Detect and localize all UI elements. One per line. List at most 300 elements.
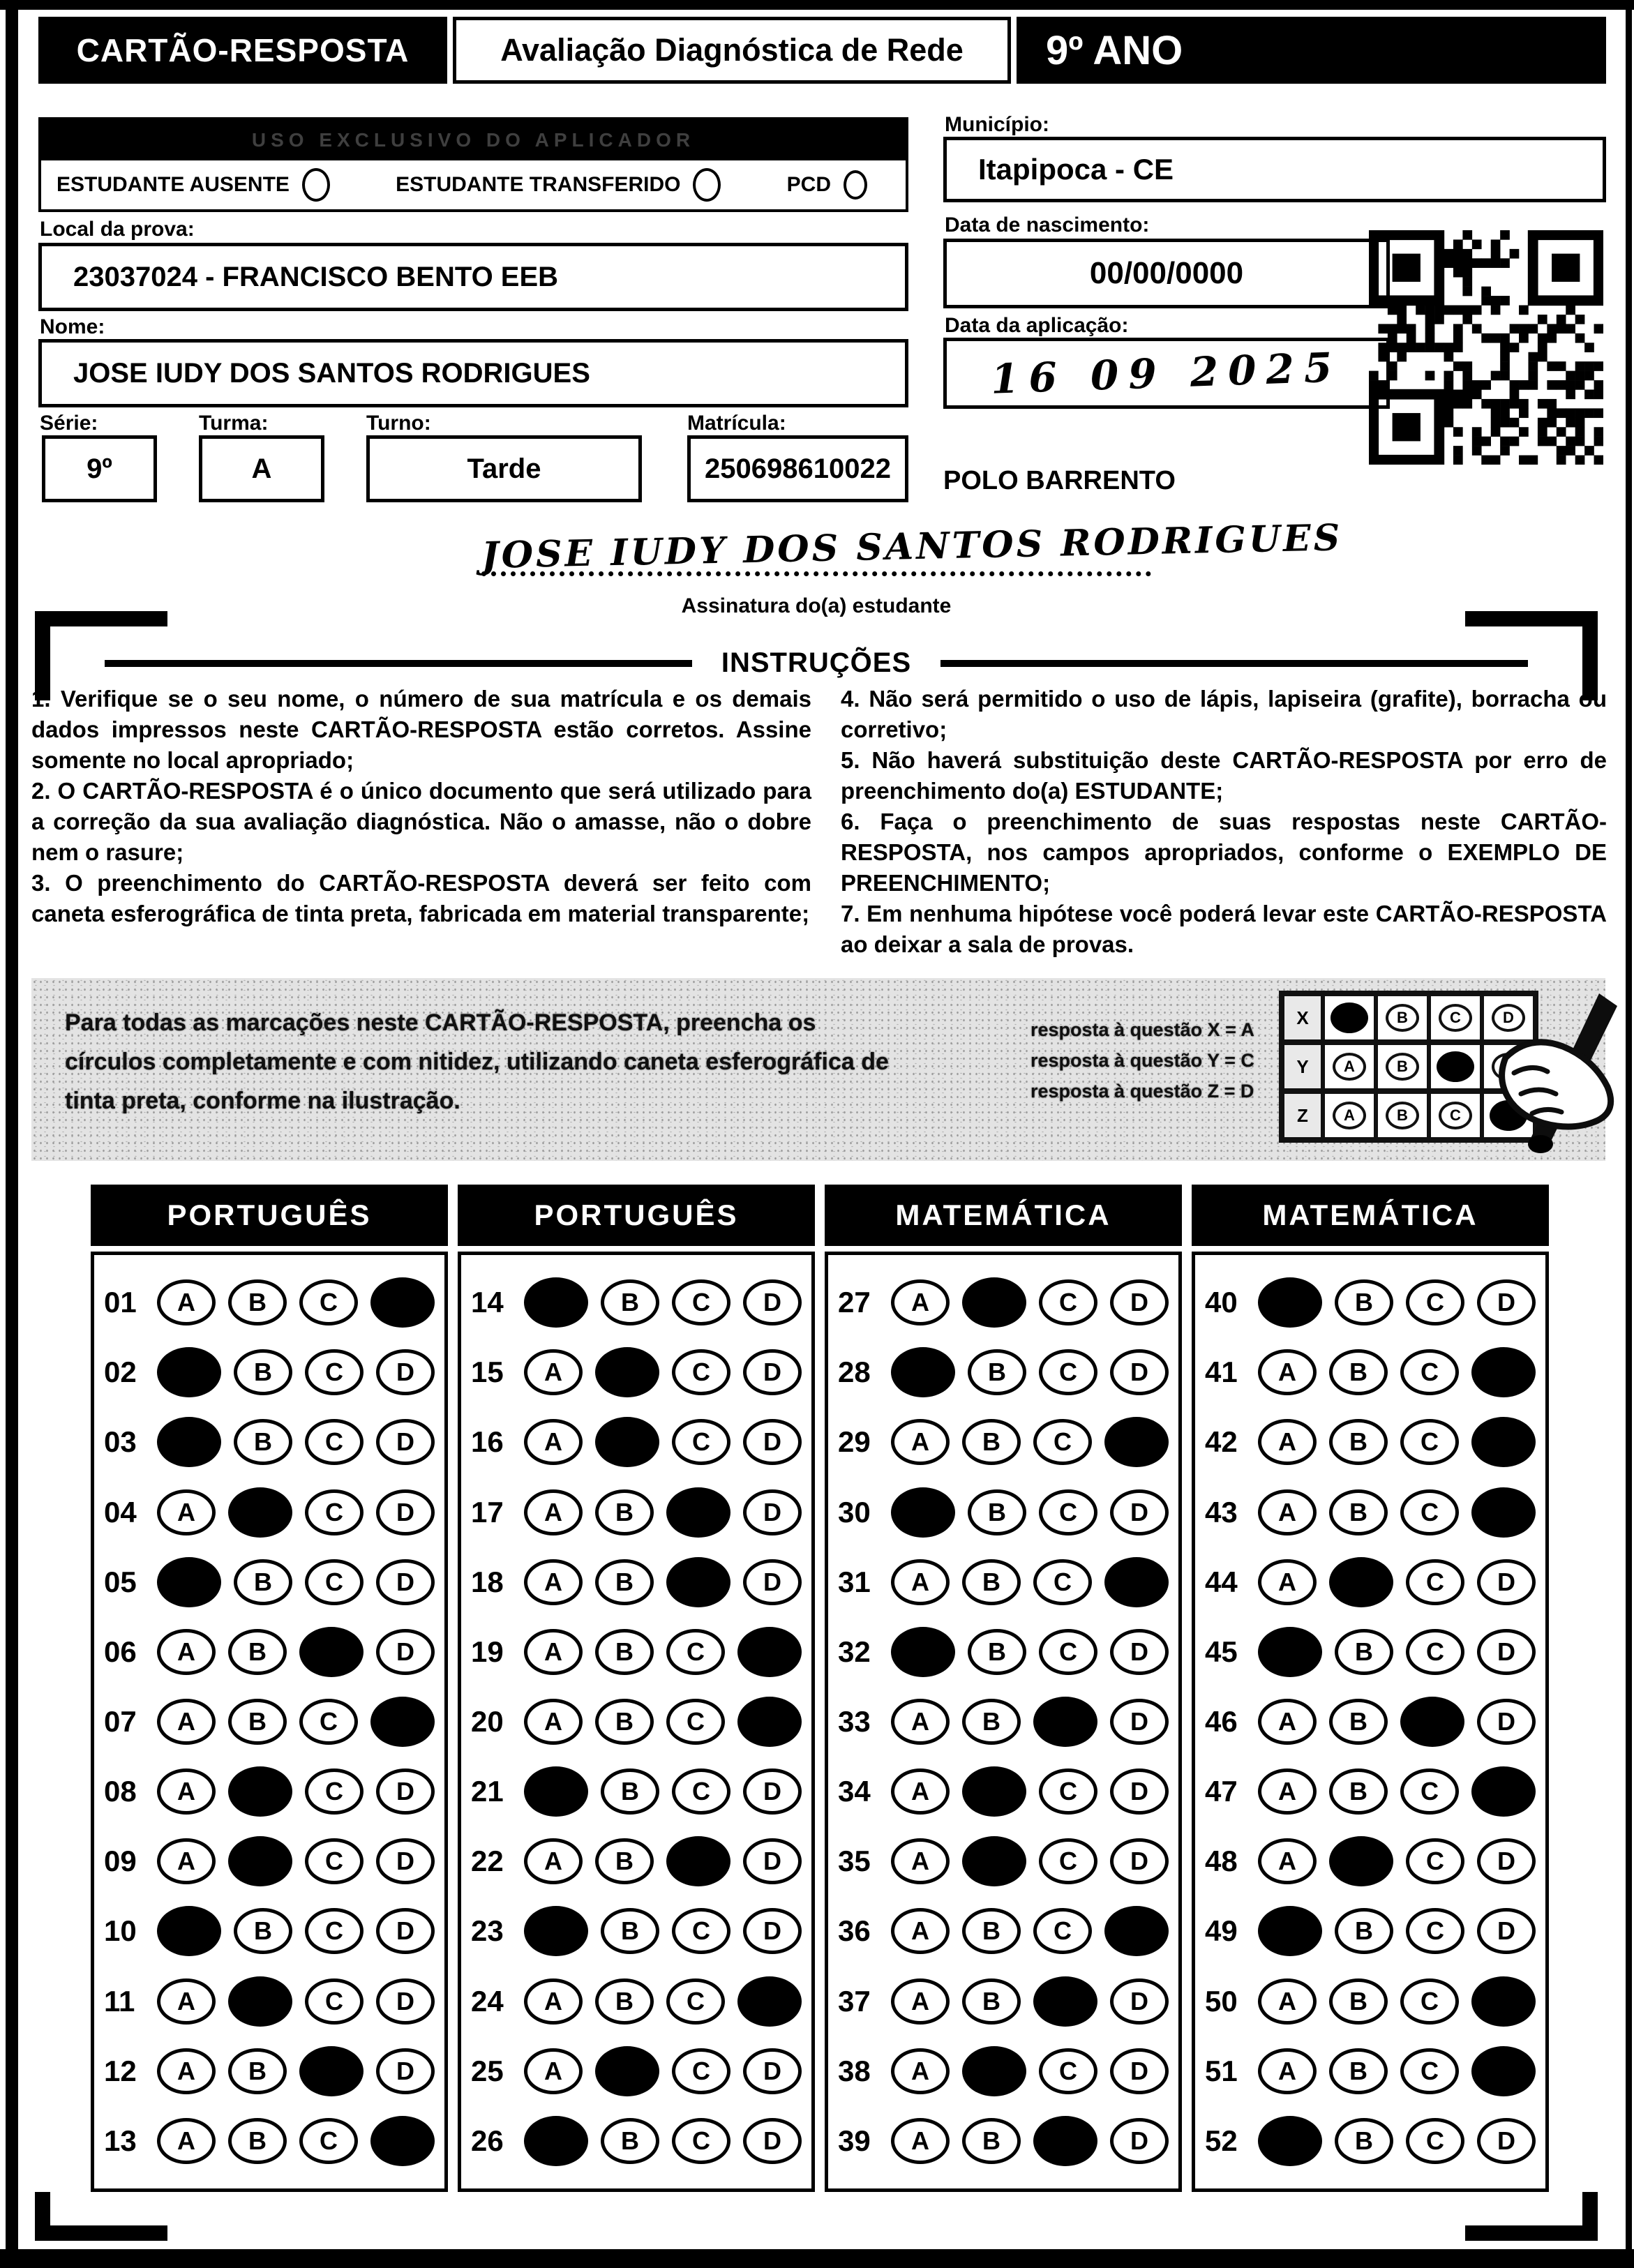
option-bubbles bbox=[891, 1347, 1169, 1397]
bubble-a: A bbox=[524, 1838, 583, 1884]
option-bubbles bbox=[1258, 1347, 1536, 1397]
option-bubbles bbox=[157, 2046, 435, 2096]
bubble-d: D bbox=[743, 2048, 802, 2094]
bubble-d: D bbox=[743, 1349, 802, 1395]
option-bubbles bbox=[524, 1627, 802, 1677]
status-label: ESTUDANTE TRANSFERIDO bbox=[396, 173, 681, 196]
example-legend-line: resposta à questão Z = D bbox=[1030, 1081, 1254, 1102]
option-bubbles bbox=[1258, 1766, 1536, 1817]
option-bubbles bbox=[157, 1347, 435, 1397]
bubble-a-filled bbox=[157, 1347, 221, 1397]
bubble-d: D bbox=[376, 1838, 435, 1884]
bubble-a-filled bbox=[891, 1347, 955, 1397]
bubble-b: B bbox=[962, 2118, 1021, 2164]
ausente-check-bubble bbox=[302, 168, 330, 202]
bubble-d: D bbox=[376, 1978, 435, 2025]
status-label: ESTUDANTE AUSENTE bbox=[57, 173, 290, 196]
question-number: 43 bbox=[1205, 1495, 1238, 1529]
answer-grid bbox=[91, 1252, 448, 2192]
question-number: 14 bbox=[471, 1286, 504, 1319]
question-number: 23 bbox=[471, 1914, 504, 1948]
bubble-b-filled bbox=[1329, 1836, 1393, 1886]
bubble-c-filled bbox=[666, 1487, 730, 1538]
answer-row bbox=[1205, 1697, 1536, 1747]
bubble-d-filled bbox=[1104, 1417, 1169, 1467]
local-label: Local da prova: bbox=[40, 218, 195, 241]
bubble-a: A bbox=[157, 1279, 216, 1325]
bubble-a: A bbox=[1258, 1978, 1317, 2025]
option-bubbles bbox=[524, 1766, 802, 1817]
bubble-b: B bbox=[1335, 1908, 1393, 1954]
question-number: 38 bbox=[838, 2054, 871, 2087]
instructions-right-column bbox=[841, 684, 1607, 960]
bubble-a: A bbox=[891, 1419, 950, 1465]
bubble-a: A bbox=[1258, 1559, 1317, 1605]
bubble-c: C bbox=[1039, 1489, 1097, 1535]
bubble-a: A bbox=[891, 1559, 950, 1605]
question-number: 51 bbox=[1205, 2054, 1238, 2087]
bubble-b: B bbox=[595, 1978, 654, 2025]
instruction-item: 1. Verifique se o seu nome, o número de sua matrícula e os demais dados impressos neste CARTÃO-RESPOSTA estão corretos. Assine somente no local apropriado; bbox=[31, 686, 811, 773]
answer-row bbox=[471, 1627, 802, 1677]
bubble-d: D bbox=[743, 1838, 802, 1884]
option-bubbles bbox=[157, 1417, 435, 1467]
example-text-line: círculos completamente e com nitidez, utilizando caneta esferográfica de bbox=[65, 1049, 889, 1075]
example-legend bbox=[1030, 1014, 1254, 1106]
subject-title: PORTUGUÊS bbox=[458, 1185, 815, 1246]
answer-row bbox=[471, 1697, 802, 1747]
instruction-item: 3. O preenchimento do CARTÃO-RESPOSTA deverá ser feito com caneta esferográfica de tinta preta, fabricada em material transparente; bbox=[31, 870, 811, 926]
answer-row bbox=[1205, 1417, 1536, 1467]
bubble-a: A bbox=[891, 1908, 950, 1954]
example-bubble-a-filled bbox=[1331, 1002, 1368, 1033]
question-number: 39 bbox=[838, 2124, 871, 2157]
bubble-b: B bbox=[1335, 2118, 1393, 2164]
answer-row bbox=[104, 1906, 435, 1956]
nascimento-value: 00/00/0000 bbox=[943, 239, 1390, 308]
answer-row bbox=[471, 1836, 802, 1886]
bubble-d: D bbox=[743, 2118, 802, 2164]
bubble-d: D bbox=[1110, 1768, 1169, 1815]
bubble-a-filled bbox=[1258, 1277, 1322, 1328]
bubble-c: C bbox=[1039, 1629, 1097, 1675]
bubble-d: D bbox=[1110, 2048, 1169, 2094]
bubble-b-filled bbox=[595, 1417, 659, 1467]
bubble-b-filled bbox=[228, 1487, 292, 1538]
bubble-b: B bbox=[968, 1489, 1026, 1535]
option-bubbles bbox=[891, 1906, 1169, 1956]
scan-border-bottom bbox=[0, 2249, 1634, 2268]
bubble-d-filled bbox=[1471, 1347, 1536, 1397]
example-bubble-b: B bbox=[1386, 1053, 1419, 1081]
municipio-value: Itapipoca - CE bbox=[943, 137, 1606, 202]
divider-line-left bbox=[105, 660, 692, 667]
bubble-a: A bbox=[891, 2118, 950, 2164]
question-number: 05 bbox=[104, 1565, 137, 1598]
example-bubble-b: B bbox=[1386, 1004, 1419, 1032]
option-bubbles bbox=[157, 1627, 435, 1677]
example-cell bbox=[1325, 1045, 1378, 1088]
bubble-c: C bbox=[305, 1978, 363, 2025]
bubble-a: A bbox=[157, 1699, 216, 1745]
bubble-a: A bbox=[157, 1978, 216, 2025]
question-number: 12 bbox=[104, 2054, 137, 2087]
bubble-d-filled bbox=[1104, 1557, 1169, 1607]
answer-row bbox=[838, 1347, 1169, 1397]
answer-grid bbox=[1192, 1252, 1549, 2192]
aplicacao-label: Data da aplicação: bbox=[945, 314, 1129, 337]
polo-label: POLO BARRENTO bbox=[943, 466, 1176, 495]
instruction-item: 7. Em nenhuma hipótese você poderá levar este CARTÃO-RESPOSTA ao deixar a sala de provas. bbox=[841, 901, 1607, 957]
answer-row bbox=[104, 1976, 435, 2027]
question-number: 33 bbox=[838, 1704, 871, 1738]
subject-title: MATEMÁTICA bbox=[825, 1185, 1182, 1246]
bubble-b: B bbox=[228, 1279, 287, 1325]
bubble-a-filled bbox=[524, 2116, 588, 2166]
option-bubbles bbox=[157, 1487, 435, 1538]
bubble-c: C bbox=[305, 1419, 363, 1465]
bubble-d: D bbox=[1477, 1838, 1536, 1884]
example-bubble-c: C bbox=[1439, 1004, 1472, 1032]
option-bubbles bbox=[157, 1557, 435, 1607]
bubble-a: A bbox=[891, 1978, 950, 2025]
bubble-b-filled bbox=[228, 1766, 292, 1817]
bubble-a: A bbox=[524, 1489, 583, 1535]
answer-row bbox=[838, 1766, 1169, 1817]
bubble-c: C bbox=[1400, 1349, 1459, 1395]
bubble-a-filled bbox=[157, 1417, 221, 1467]
bubble-d: D bbox=[1110, 1489, 1169, 1535]
answer-row bbox=[104, 1697, 435, 1747]
option-bubbles bbox=[524, 2116, 802, 2166]
answer-row bbox=[838, 2046, 1169, 2096]
card-title: CARTÃO-RESPOSTA bbox=[38, 17, 447, 84]
bubble-d: D bbox=[376, 1908, 435, 1954]
status-estudante-transferido bbox=[396, 168, 721, 202]
option-bubbles bbox=[891, 1557, 1169, 1607]
answer-row bbox=[1205, 1766, 1536, 1817]
bubble-d: D bbox=[743, 1279, 802, 1325]
bubble-a: A bbox=[524, 1559, 583, 1605]
status-estudante-ausente bbox=[57, 168, 330, 202]
bubble-c: C bbox=[1406, 1559, 1464, 1605]
bubble-a: A bbox=[1258, 1489, 1317, 1535]
question-number: 27 bbox=[838, 1286, 871, 1319]
option-bubbles bbox=[1258, 1697, 1536, 1747]
question-number: 16 bbox=[471, 1425, 504, 1459]
bubble-d: D bbox=[376, 2048, 435, 2094]
bubble-a-filled bbox=[891, 1487, 955, 1538]
bubble-b: B bbox=[595, 1629, 654, 1675]
instruction-item: 4. Não será permitido o uso de lápis, lapiseira (grafite), borracha ou corretivo; bbox=[841, 686, 1607, 742]
subject-title: MATEMÁTICA bbox=[1192, 1185, 1549, 1246]
bubble-d-filled bbox=[1471, 1417, 1536, 1467]
matricula-label: Matrícula: bbox=[687, 412, 786, 435]
answer-row bbox=[838, 1417, 1169, 1467]
option-bubbles bbox=[1258, 1417, 1536, 1467]
bubble-b: B bbox=[234, 1908, 292, 1954]
bubble-d-filled bbox=[1471, 1487, 1536, 1538]
bubble-a: A bbox=[891, 1768, 950, 1815]
aplicacao-handwritten-date: 16 09 2025 bbox=[990, 343, 1343, 403]
bubble-a-filled bbox=[157, 1906, 221, 1956]
option-bubbles bbox=[1258, 1906, 1536, 1956]
question-number: 17 bbox=[471, 1495, 504, 1529]
bubble-b: B bbox=[234, 1559, 292, 1605]
answer-row bbox=[471, 1766, 802, 1817]
example-row-label: Y bbox=[1284, 1045, 1325, 1088]
bubble-d-filled bbox=[370, 1277, 435, 1328]
bubble-d-filled bbox=[737, 1976, 802, 2027]
option-bubbles bbox=[524, 1277, 802, 1328]
bubble-b-filled bbox=[228, 1836, 292, 1886]
instructions-title: INSTRUÇÕES bbox=[721, 647, 912, 678]
example-bubble-a: A bbox=[1333, 1102, 1366, 1129]
bubble-a: A bbox=[157, 1489, 216, 1535]
bubble-c: C bbox=[1400, 1489, 1459, 1535]
bubble-c: C bbox=[1406, 1838, 1464, 1884]
bracket-bottom-right bbox=[1465, 2192, 1598, 2241]
bubble-d: D bbox=[1110, 1629, 1169, 1675]
bubble-c: C bbox=[672, 1419, 730, 1465]
question-number: 04 bbox=[104, 1495, 137, 1529]
question-number: 07 bbox=[104, 1704, 137, 1738]
bubble-b-filled bbox=[962, 1766, 1026, 1817]
answer-row bbox=[471, 1277, 802, 1328]
option-bubbles bbox=[524, 1417, 802, 1467]
bubble-c: C bbox=[1033, 1559, 1092, 1605]
bubble-b-filled bbox=[962, 1277, 1026, 1328]
bubble-c: C bbox=[672, 1768, 730, 1815]
bubble-b: B bbox=[1329, 1978, 1388, 2025]
bubble-b: B bbox=[1329, 2048, 1388, 2094]
question-number: 30 bbox=[838, 1495, 871, 1529]
matricula-value: 250698610022 bbox=[687, 435, 908, 502]
bubble-d: D bbox=[1110, 1349, 1169, 1395]
bubble-d: D bbox=[376, 1489, 435, 1535]
question-number: 08 bbox=[104, 1775, 137, 1808]
answer-grid bbox=[825, 1252, 1182, 2192]
bracket-bottom-left bbox=[35, 2192, 167, 2241]
answer-row bbox=[104, 2046, 435, 2096]
bubble-b-filled bbox=[962, 1836, 1026, 1886]
bubble-d: D bbox=[376, 1768, 435, 1815]
bubble-b: B bbox=[1335, 1629, 1393, 1675]
answer-row bbox=[1205, 1347, 1536, 1397]
bubble-d-filled bbox=[1471, 1976, 1536, 2027]
answer-row bbox=[838, 1487, 1169, 1538]
nome-label: Nome: bbox=[40, 315, 105, 338]
hand-with-pen-icon bbox=[1423, 968, 1633, 1164]
question-number: 46 bbox=[1205, 1704, 1238, 1738]
qr-code bbox=[1369, 230, 1603, 465]
option-bubbles bbox=[524, 1836, 802, 1886]
option-bubbles bbox=[1258, 1627, 1536, 1677]
example-bubble-a: A bbox=[1333, 1053, 1366, 1081]
bubble-c-filled bbox=[1033, 2116, 1097, 2166]
answers-section bbox=[91, 1185, 1549, 2192]
option-bubbles bbox=[524, 1976, 802, 2027]
question-number: 20 bbox=[471, 1704, 504, 1738]
bubble-b: B bbox=[595, 1699, 654, 1745]
bubble-c: C bbox=[299, 1699, 358, 1745]
bubble-a: A bbox=[157, 2048, 216, 2094]
option-bubbles bbox=[524, 1347, 802, 1397]
answer-grid bbox=[458, 1252, 815, 2192]
answer-column bbox=[91, 1185, 448, 2192]
assessment-title: Avaliação Diagnóstica de Rede bbox=[453, 17, 1011, 84]
bubble-a: A bbox=[1258, 2048, 1317, 2094]
bubble-c: C bbox=[666, 1629, 725, 1675]
bubble-b: B bbox=[228, 2118, 287, 2164]
scan-border-top bbox=[0, 0, 1634, 10]
status-pcd bbox=[787, 170, 867, 200]
bubble-c: C bbox=[666, 1978, 725, 2025]
bubble-d-filled bbox=[1104, 1906, 1169, 1956]
bubble-b: B bbox=[601, 1279, 659, 1325]
option-bubbles bbox=[157, 1766, 435, 1817]
answer-row bbox=[838, 1697, 1169, 1747]
answer-row bbox=[471, 1417, 802, 1467]
bubble-c-filled bbox=[666, 1836, 730, 1886]
question-number: 42 bbox=[1205, 1425, 1238, 1459]
bubble-b: B bbox=[595, 1489, 654, 1535]
bubble-b-filled bbox=[595, 2046, 659, 2096]
example-banner bbox=[31, 978, 1605, 1161]
bubble-d: D bbox=[376, 1559, 435, 1605]
bubble-a: A bbox=[524, 1419, 583, 1465]
instructions-divider bbox=[105, 647, 1528, 679]
serie-value: 9º bbox=[42, 435, 157, 502]
answer-row bbox=[1205, 2116, 1536, 2166]
question-number: 32 bbox=[838, 1635, 871, 1668]
option-bubbles bbox=[157, 1277, 435, 1328]
bubble-d: D bbox=[1477, 1629, 1536, 1675]
option-bubbles bbox=[1258, 1976, 1536, 2027]
bubble-d: D bbox=[376, 1419, 435, 1465]
question-number: 31 bbox=[838, 1565, 871, 1598]
bubble-a: A bbox=[891, 1699, 950, 1745]
question-number: 24 bbox=[471, 1984, 504, 2018]
bubble-b: B bbox=[1329, 1349, 1388, 1395]
bubble-c: C bbox=[305, 1349, 363, 1395]
scan-border-left bbox=[6, 0, 18, 2268]
question-number: 45 bbox=[1205, 1635, 1238, 1668]
bubble-a: A bbox=[1258, 1768, 1317, 1815]
status-check-row bbox=[41, 160, 906, 209]
bubble-a-filled bbox=[891, 1627, 955, 1677]
option-bubbles bbox=[891, 2116, 1169, 2166]
option-bubbles bbox=[891, 1697, 1169, 1747]
bubble-a: A bbox=[524, 1349, 583, 1395]
bubble-b: B bbox=[601, 2118, 659, 2164]
option-bubbles bbox=[891, 1277, 1169, 1328]
answer-column bbox=[825, 1185, 1182, 2192]
answer-row bbox=[838, 1627, 1169, 1677]
bubble-a: A bbox=[1258, 1349, 1317, 1395]
question-number: 15 bbox=[471, 1355, 504, 1389]
bubble-c: C bbox=[1033, 1908, 1092, 1954]
answer-row bbox=[1205, 1906, 1536, 1956]
option-bubbles bbox=[524, 1557, 802, 1607]
instruction-item: 2. O CARTÃO-RESPOSTA é o único documento que será utilizado para a correção da sua avaliação diagnóstica. Não o amasse, não o dobre nem o rasure; bbox=[31, 778, 811, 865]
question-number: 22 bbox=[471, 1845, 504, 1878]
answer-row bbox=[838, 1976, 1169, 2027]
bubble-a: A bbox=[524, 1978, 583, 2025]
bubble-c: C bbox=[305, 1489, 363, 1535]
question-number: 06 bbox=[104, 1635, 137, 1668]
local-value: 23037024 - FRANCISCO BENTO EEB bbox=[38, 243, 908, 311]
bubble-d: D bbox=[743, 1559, 802, 1605]
bubble-b: B bbox=[968, 1629, 1026, 1675]
bubble-d-filled bbox=[737, 1697, 802, 1747]
answer-row bbox=[104, 1277, 435, 1328]
question-number: 41 bbox=[1205, 1355, 1238, 1389]
answer-row bbox=[471, 1557, 802, 1607]
bubble-a: A bbox=[157, 1838, 216, 1884]
signature-label: Assinatura do(a) estudante bbox=[681, 594, 952, 617]
example-text-line: tinta preta, conforme na ilustração. bbox=[65, 1088, 460, 1114]
bubble-c: C bbox=[1039, 1768, 1097, 1815]
bubble-a: A bbox=[1258, 1699, 1317, 1745]
question-number: 09 bbox=[104, 1845, 137, 1878]
bubble-b: B bbox=[1335, 1279, 1393, 1325]
bubble-c: C bbox=[305, 1908, 363, 1954]
answer-row bbox=[471, 1487, 802, 1538]
answer-row bbox=[104, 1766, 435, 1817]
divider-line-right bbox=[940, 660, 1528, 667]
answer-row bbox=[1205, 1277, 1536, 1328]
instructions-left-column bbox=[31, 684, 811, 929]
bubble-a-filled bbox=[1258, 1627, 1322, 1677]
bubble-c: C bbox=[672, 1349, 730, 1395]
bubble-c-filled bbox=[666, 1557, 730, 1607]
answer-row bbox=[838, 2116, 1169, 2166]
bubble-b: B bbox=[962, 1978, 1021, 2025]
answer-row bbox=[1205, 2046, 1536, 2096]
bubble-b: B bbox=[595, 1838, 654, 1884]
bubble-b: B bbox=[228, 1699, 287, 1745]
bubble-d-filled bbox=[737, 1627, 802, 1677]
bubble-d: D bbox=[376, 1349, 435, 1395]
transferido-check-bubble bbox=[693, 168, 721, 202]
answer-row bbox=[1205, 1487, 1536, 1538]
answer-row bbox=[471, 1976, 802, 2027]
answer-row bbox=[838, 1906, 1169, 1956]
bubble-a: A bbox=[157, 1768, 216, 1815]
bubble-a: A bbox=[524, 2048, 583, 2094]
option-bubbles bbox=[1258, 1487, 1536, 1538]
turma-label: Turma: bbox=[199, 412, 269, 435]
bubble-b: B bbox=[228, 2048, 287, 2094]
bubble-c-filled bbox=[1033, 1976, 1097, 2027]
bubble-c: C bbox=[299, 2118, 358, 2164]
question-number: 52 bbox=[1205, 2124, 1238, 2157]
question-number: 37 bbox=[838, 1984, 871, 2018]
bubble-d: D bbox=[743, 1489, 802, 1535]
bubble-c-filled bbox=[1033, 1697, 1097, 1747]
option-bubbles bbox=[891, 1627, 1169, 1677]
bubble-b: B bbox=[1329, 1699, 1388, 1745]
bubble-c-filled bbox=[299, 2046, 363, 2096]
bubble-c: C bbox=[672, 1908, 730, 1954]
bubble-c: C bbox=[1400, 2048, 1459, 2094]
answer-row bbox=[1205, 1557, 1536, 1607]
option-bubbles bbox=[157, 1906, 435, 1956]
question-number: 29 bbox=[838, 1425, 871, 1459]
bubble-c: C bbox=[305, 1768, 363, 1815]
example-bubble-c: C bbox=[1439, 1102, 1472, 1129]
